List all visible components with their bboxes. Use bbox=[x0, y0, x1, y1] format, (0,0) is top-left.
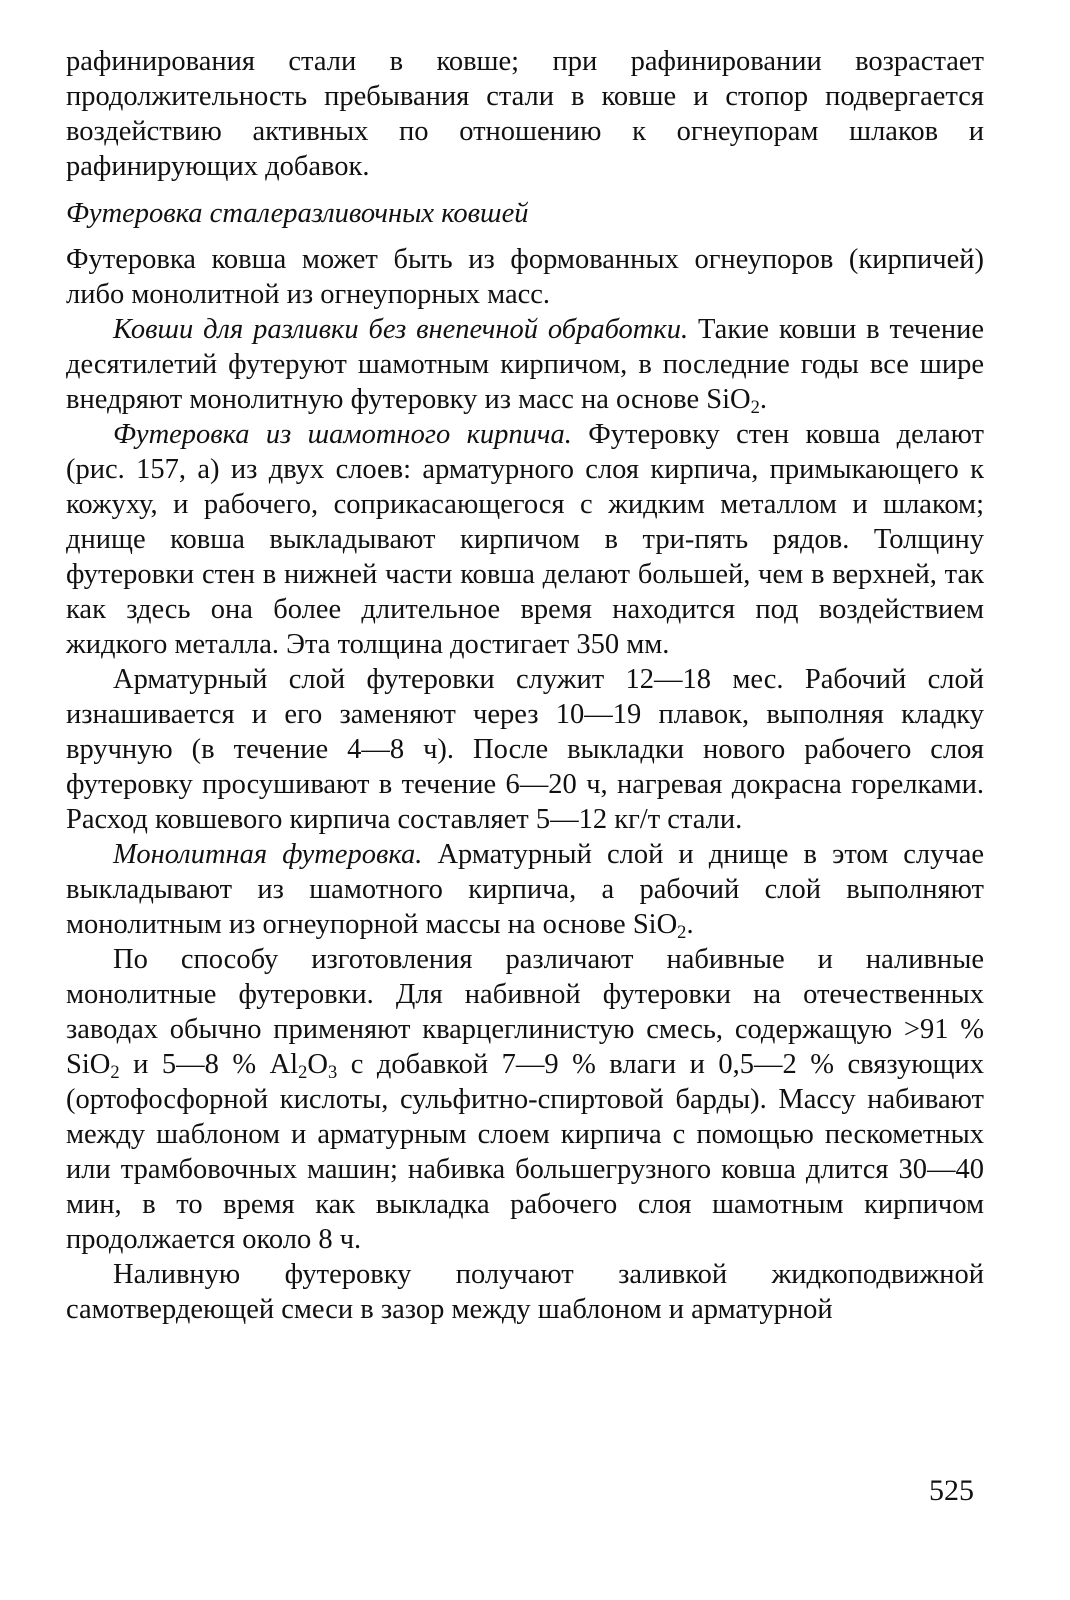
paragraph-text: Арматурный слой футеровки служит 12—18 мес. Рабочий слой изнашивается и его заменяют через 10—19 плавок, выполняя кладку вручную (в течение 4—8 ч). После выкладки нового рабочего слоя футеровку просушивают в течение 6—20 ч, нагревая докрасна горелками. Расход ковшевого кирпича составляет 5—12 кг/т стали. bbox=[66, 664, 984, 835]
paragraph-ladles-without-treatment bbox=[66, 312, 984, 417]
paragraph-text: Футеровку стен ковша делают (рис. 157, а) из двух слоев: арматурного слоя кирпича, примыкающего к кожуху, и рабочего, соприкасающегося с жидким металлом и шлаком; днище ковша выкладывают кирпичом в три-пять рядов. Толщину футеровки стен в нижней части ковша делают большей, чем в верхней, так как здесь она более длительное время находится под воздействием жидкого металла. Эта толщина достигает 350 мм. bbox=[66, 419, 985, 660]
body-text bbox=[66, 44, 984, 1327]
paragraph-armature-layer bbox=[66, 662, 984, 837]
paragraph-text: Наливную футеровку получают заливкой жидкоподвижной самотвердеющей смеси в зазор между шаблоном и арматурной bbox=[66, 1259, 984, 1325]
paragraph-fireclay-lining bbox=[66, 417, 984, 662]
section-heading: Футеровка сталеразливочных ковшей bbox=[66, 198, 529, 229]
paragraph-lead: Футеровка из шамотного кирпича. bbox=[113, 419, 572, 450]
paragraph-text: По способу изготовления различают набивные и наливные монолитные футеровки. Для набивной футеровки на отечественных заводах обычно применяют кварцеглинистую смесь, содержащую >91 % SiO bbox=[66, 944, 984, 1080]
paragraph-poured-lining bbox=[66, 1257, 984, 1327]
paragraph-text: Такие ковши в течение десятилетий футеруют шамотным кирпичом, в последние годы все шире внедряют монолитную футеровку из масс на основе SiO bbox=[66, 314, 984, 415]
paragraph-text: Футеровка ковша может быть из формованных огнеупоров (кирпичей) либо монолитной из огнеупорных масс. bbox=[66, 244, 984, 310]
paragraph-text: Арматурный слой и днище в этом случае выкладывают из шамотного кирпича, а рабочий слой выполняют монолитным из огнеупорной массы на основе SiO bbox=[66, 839, 985, 940]
paragraph-text: . bbox=[686, 909, 694, 940]
paragraph-lead: Монолитная футеровка. bbox=[113, 839, 423, 870]
page-number: 525 bbox=[929, 1474, 974, 1507]
paragraph-text: . bbox=[759, 384, 767, 415]
paragraph-text: O bbox=[307, 1049, 328, 1080]
subscript: 2 bbox=[110, 1062, 120, 1084]
paragraph-continuation bbox=[66, 44, 984, 184]
paragraph-text: с добавкой 7—9 % влаги и 0,5—2 % связующих (ортофосфорной кислоты, сульфитно-спиртовой барды). Массу набивают между шаблоном и арматурным слоем кирпича с помощью пескометных или трамбовочных машин; набивка большегрузного ковша длится 30—40 мин, в то время как выкладка рабочего слоя шамотным кирпичом продолжается около 8 ч. bbox=[66, 1049, 984, 1255]
subscript: 3 bbox=[327, 1062, 338, 1084]
paragraph-text: и 5—8 % Al bbox=[119, 1049, 299, 1080]
paragraph-monolithic-lining bbox=[66, 837, 984, 942]
subscript: 2 bbox=[750, 397, 760, 419]
subscript: 2 bbox=[298, 1062, 308, 1084]
paragraph-lining-intro bbox=[66, 242, 984, 312]
paragraph-rammed-lining bbox=[66, 942, 984, 1257]
paragraph-lead: Ковши для разливки без внепечной обработки. bbox=[113, 314, 689, 345]
subscript: 2 bbox=[677, 922, 687, 944]
paragraph-text: рафинирования стали в ковше; при рафинировании возрастает продолжительность пребывания стали в ковше и стопор подвергается воздействию активных по отношению к огнеупорам шлаков и рафинирующих добавок. bbox=[66, 46, 984, 182]
